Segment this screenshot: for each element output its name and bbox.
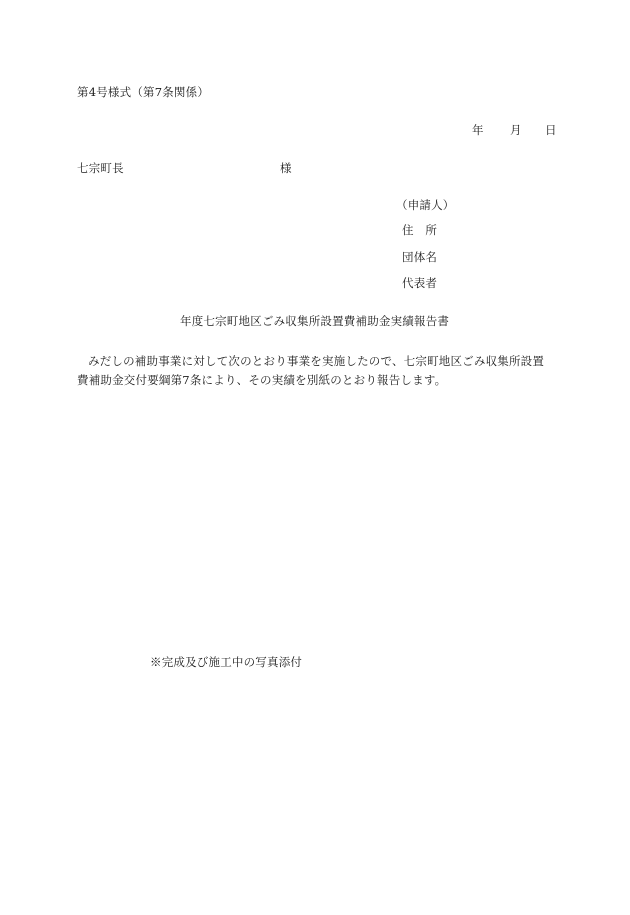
organization-label: 団体名 (402, 250, 438, 264)
body-line-2: 費補助金交付要綱第7条により、その実績を別紙のとおり報告します。 (77, 373, 447, 387)
body-line-1: みだしの補助事業に対して次のとおり事業を実施したので、七宗町地区ごみ収集所設置 (88, 354, 545, 368)
addressee-name: 七宗町長 (77, 161, 124, 175)
body-paragraph (77, 352, 562, 390)
form-number: 第4号様式（第7条関係） (77, 85, 210, 99)
address-label: 住 所 (402, 223, 438, 237)
date-month-label: 月 (510, 123, 522, 137)
applicant-heading: （申請人） (396, 198, 455, 212)
document-title: 年度七宗町地区ごみ収集所設置費補助金実績報告書 (180, 314, 450, 328)
attachment-note: ※完成及び施工中の写真添付 (150, 655, 303, 669)
date-day-label: 日 (545, 123, 557, 137)
addressee-honorific: 様 (280, 161, 292, 175)
date-year-label: 年 (472, 123, 484, 137)
representative-label: 代表者 (402, 276, 438, 290)
